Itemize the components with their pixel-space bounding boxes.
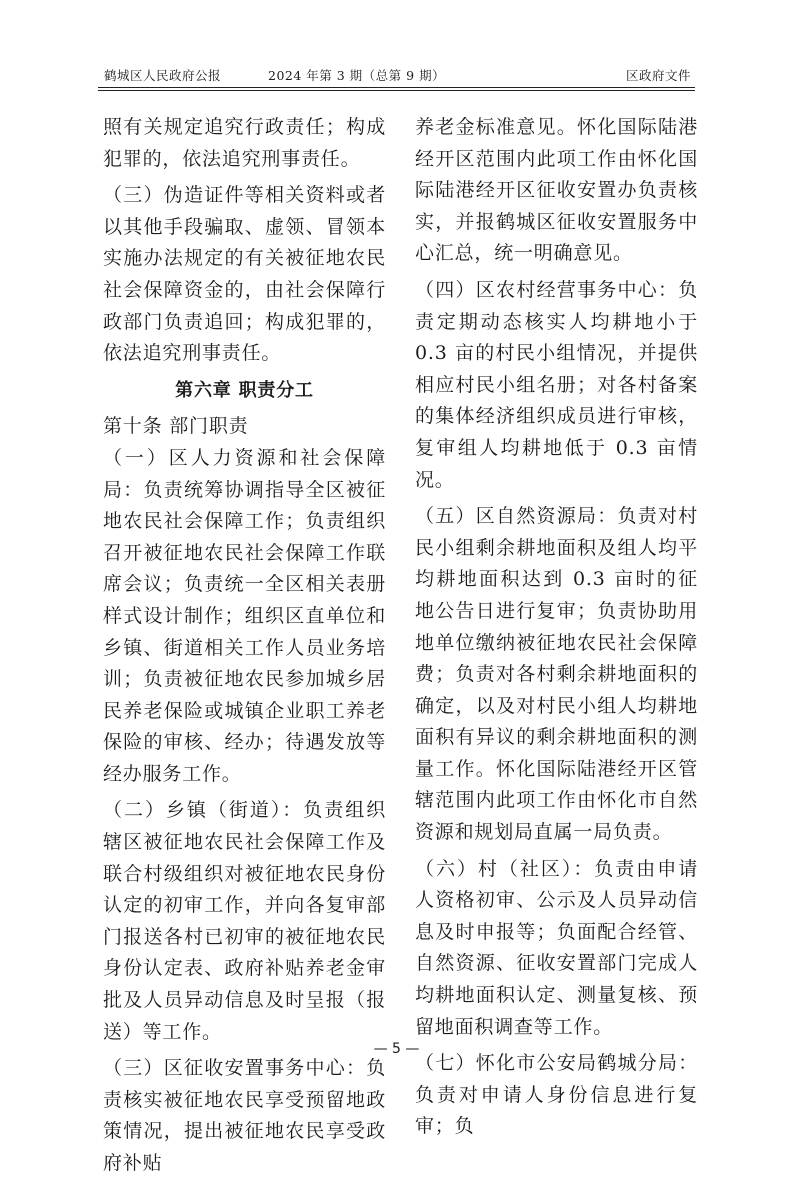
header-rule-thin (98, 90, 695, 91)
paragraph: （四）区农村经营事务中心：负责定期动态核实人均耕地小于 0.3 亩的村民小组情况，并提供相应村民小组名册；对各村备案的集体经济组织成员进行审核，复审组人均耕地低于 0.3 亩情况。 (415, 278, 698, 491)
chapter-heading: 第六章 职责分工 (175, 379, 314, 401)
right-column (415, 112, 698, 1148)
paragraph: （一）区人力资源和社会保障局：负责统筹协调指导全区被征地农民社会保障工作；负责组织召开被征地农民社会保障工作联席会议；负责统一全区相关表册样式设计制作；组织区直单位和乡镇、街道相关工作人员业务培训；负责被征地农民参加城乡居民养老保险或城镇企业职工养老保险的审核、经办；待遇发放等经办服务工作。 (103, 446, 386, 785)
paragraph: （三）伪造证件等相关资料或者以其他手段骗取、虚领、冒领本实施办法规定的有关被征地农民社会保障资金的，由社会保障行政部门负责追回；构成犯罪的，依法追究刑事责任。 (103, 184, 386, 365)
paragraph: （七）怀化市公安局鹤城分局：负责对申请人身份信息进行复审；负 (415, 1052, 698, 1138)
paragraph: （六）村（社区）：负责由申请人资格初审、公示及人员异动信息及时申报等；负面配合经管、自然资源、征收安置部门完成人均耕地面积认定、测量复核、预留地面积调查等工作。 (415, 857, 698, 1038)
article-heading: 第十条 部门职责 (103, 415, 249, 438)
issue-number: 2024 年第 3 期（总第 9 期） (268, 68, 446, 83)
left-column (103, 112, 386, 1185)
paragraph: 养老金标准意见。怀化国际陆港经开区范围内此项工作由怀化国际陆港经开区征收安置办负责核实，并报鹤城区征收安置服务中心汇总，统一明确意见。 (415, 116, 698, 265)
running-header (98, 62, 695, 84)
paragraph: 照有关规定追究行政责任；构成犯罪的，依法追究刑事责任。 (103, 116, 386, 170)
page-number: — 5 — (373, 1041, 420, 1057)
paragraph: （五）区自然资源局：负责对村民小组剩余耕地面积及组人均平均耕地面积达到 0.3 亩时的征地公告日进行复审；负责协助用地单位缴纳被征地农民社会保障费；负责对各村剩余耕地面积的确定，以及对村民小组人均耕地面积有异议的剩余耕地面积的测量工作。怀化国际陆港经开区管辖范围内此项工作由怀化市自然资源和规划局直属一局负责。 (415, 505, 698, 844)
section-name: 区政府文件 (625, 68, 691, 83)
publication-name: 鹤城区人民政府公报 (104, 68, 222, 83)
paragraph: （三）区征收安置事务中心：负责核实被征地农民享受预留地政策情况，提出被征地农民享受政府补贴 (103, 1057, 386, 1174)
header-rule (98, 87, 695, 88)
paragraph: （二）乡镇（街道）：负责组织辖区被征地农民社会保障工作及联合村级组织对被征地农民身份认定的初审工作，并向各复审部门报送各村已初审的被征地农民身份认定表、政府补贴养老金审批及人员异动信息及时呈报（报送）等工作。 (103, 799, 386, 1043)
